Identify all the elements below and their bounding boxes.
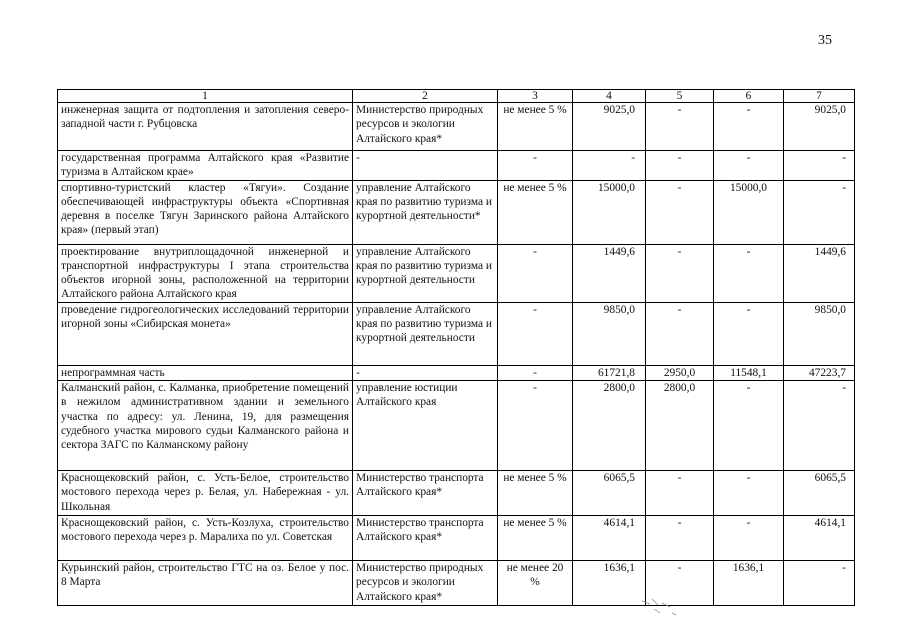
table-cell-c7: - <box>784 180 855 244</box>
table-cell-c3: не менее 5 % <box>498 516 573 561</box>
column-header: 4 <box>573 90 646 103</box>
table-cell-c7: 9850,0 <box>784 302 855 365</box>
table-cell-c1: проектирование внутриплощадочной инженерной и транспортной инфраструктуры I этапа строительства объектов игорной зоны, расположенной на территории Алтайского района Алтайского края <box>58 244 353 302</box>
table-cell-c7: 9025,0 <box>784 103 855 151</box>
table-row <box>58 103 855 151</box>
column-header: 2 <box>353 90 498 103</box>
table-cell-c2: управление Алтайского края по развитию туризма и курортной деятельности <box>353 302 498 365</box>
budget-table <box>57 89 855 606</box>
table-cell-c6: - <box>714 302 784 365</box>
table-cell-c1: Краснощековский район, с. Усть-Белое, строительство мостового перехода через р. Белая, ул. Набережная - ул. Школьная <box>58 471 353 516</box>
table-cell-c5: - <box>646 103 714 151</box>
table-cell-c3: не менее 5 % <box>498 180 573 244</box>
table-cell-c3: не менее 5 % <box>498 471 573 516</box>
table-cell-c7: 1449,6 <box>784 244 855 302</box>
table-cell-c5: - <box>646 151 714 181</box>
table-cell-c6: - <box>714 244 784 302</box>
column-header: 7 <box>784 90 855 103</box>
table-cell-c1: инженерная защита от подтопления и затопления северо-западной части г. Рубцовска <box>58 103 353 151</box>
table-cell-c4: 9850,0 <box>573 302 646 365</box>
table-cell-c2: Министерство природных ресурсов и экологии Алтайского края* <box>353 561 498 606</box>
table-cell-c1: проведение гидрогеологических исследований территории игорной зоны «Сибирская монета» <box>58 302 353 365</box>
pen-mark <box>640 595 685 617</box>
table-cell-c3: - <box>498 381 573 471</box>
table-cell-c2: управление Алтайского края по развитию туризма и курортной деятельности <box>353 244 498 302</box>
table-cell-c1: государственная программа Алтайского края «Развитие туризма в Алтайском крае» <box>58 151 353 181</box>
table-cell-c1: непрограммная часть <box>58 365 353 380</box>
table-cell-c3: - <box>498 365 573 380</box>
table-cell-c6: 11548,1 <box>714 365 784 380</box>
table-row <box>58 244 855 302</box>
table-cell-c2: Министерство транспорта Алтайского края* <box>353 471 498 516</box>
table-row <box>58 516 855 561</box>
table-cell-c4: 2800,0 <box>573 381 646 471</box>
table-cell-c7: 6065,5 <box>784 471 855 516</box>
table-cell-c2: - <box>353 365 498 380</box>
table-header-row <box>58 90 855 103</box>
table-cell-c6: - <box>714 381 784 471</box>
table-row <box>58 365 855 380</box>
table-cell-c2: управление юстиции Алтайского края <box>353 381 498 471</box>
column-header: 6 <box>714 90 784 103</box>
table-cell-c1: Калманский район, с. Калманка, приобретение помещений в нежилом административном здании и земельного участка по адресу: ул. Ленина, 19, для размещения судебного участка мирового судьи Калманского района и сектора ЗАГС по Калманскому району <box>58 381 353 471</box>
table-cell-c1: спортивно-туристский кластер «Тягуи». Создание обеспечивающей инфраструктуры объекта «Спортивная деревня в поселке Тягун Заринского района Алтайского края» (первый этап) <box>58 180 353 244</box>
table-cell-c5: - <box>646 561 714 606</box>
table-row <box>58 381 855 471</box>
table-cell-c6: 1636,1 <box>714 561 784 606</box>
table-cell-c3: не менее 20 % <box>498 561 573 606</box>
column-header: 3 <box>498 90 573 103</box>
table-cell-c1: Курьинский район, строительство ГТС на оз. Белое у пос. 8 Марта <box>58 561 353 606</box>
table-cell-c6: - <box>714 471 784 516</box>
table-cell-c6: 15000,0 <box>714 180 784 244</box>
table-cell-c4: - <box>573 151 646 181</box>
table-cell-c4: 9025,0 <box>573 103 646 151</box>
table-cell-c4: 4614,1 <box>573 516 646 561</box>
table-cell-c7: 47223,7 <box>784 365 855 380</box>
table-cell-c7: - <box>784 561 855 606</box>
table-cell-c3: - <box>498 151 573 181</box>
table-cell-c7: - <box>784 151 855 181</box>
table-cell-c6: - <box>714 103 784 151</box>
table-row <box>58 471 855 516</box>
table-cell-c2: Министерство транспорта Алтайского края* <box>353 516 498 561</box>
table-row <box>58 180 855 244</box>
table-cell-c5: - <box>646 471 714 516</box>
table-cell-c5: - <box>646 516 714 561</box>
table-cell-c4: 61721,8 <box>573 365 646 380</box>
table-cell-c3: не менее 5 % <box>498 103 573 151</box>
table-cell-c4: 15000,0 <box>573 180 646 244</box>
table-cell-c5: - <box>646 180 714 244</box>
table-cell-c3: - <box>498 244 573 302</box>
table-cell-c4: 6065,5 <box>573 471 646 516</box>
table-cell-c5: 2950,0 <box>646 365 714 380</box>
table-cell-c2: управление Алтайского края по развитию туризма и курортной деятельности* <box>353 180 498 244</box>
table-row <box>58 561 855 606</box>
table-cell-c2: - <box>353 151 498 181</box>
table-cell-c5: - <box>646 302 714 365</box>
table-cell-c5: 2800,0 <box>646 381 714 471</box>
table-row <box>58 302 855 365</box>
table-cell-c3: - <box>498 302 573 365</box>
table-cell-c6: - <box>714 151 784 181</box>
table-cell-c4: 1636,1 <box>573 561 646 606</box>
column-header: 1 <box>58 90 353 103</box>
page-number: 35 <box>818 33 832 48</box>
column-header: 5 <box>646 90 714 103</box>
table-cell-c4: 1449,6 <box>573 244 646 302</box>
table-cell-c7: - <box>784 381 855 471</box>
table-cell-c7: 4614,1 <box>784 516 855 561</box>
table-row <box>58 151 855 181</box>
table-cell-c1: Краснощековский район, с. Усть-Козлуха, строительство мостового перехода через р. Маралиха по ул. Советская <box>58 516 353 561</box>
table-cell-c6: - <box>714 516 784 561</box>
table-cell-c5: - <box>646 244 714 302</box>
table-cell-c2: Министерство природных ресурсов и экологии Алтайского края* <box>353 103 498 151</box>
